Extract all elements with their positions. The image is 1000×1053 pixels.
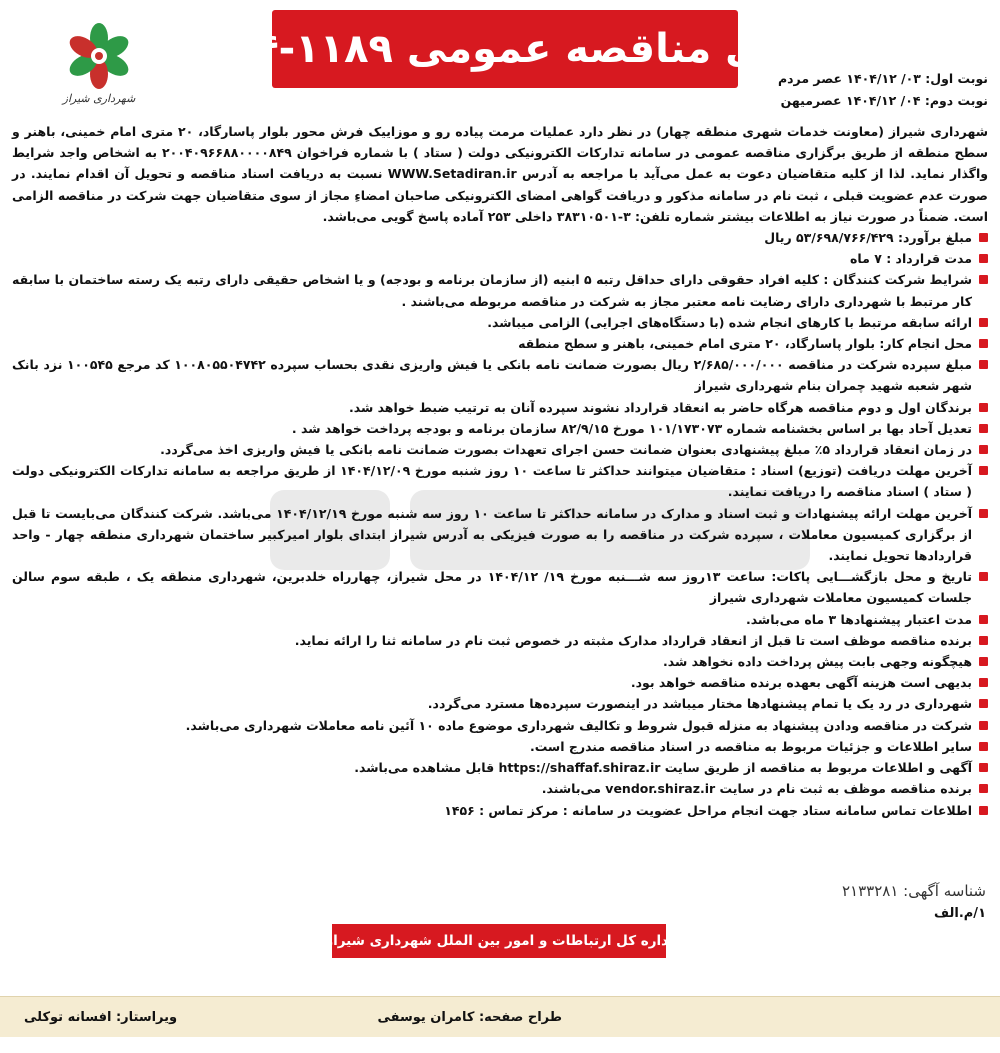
list-item-text: اطلاعات تماس سامانه ستاد جهت انجام مراحل عضویت در سامانه : مرکز تماس : ۱۴۵۶ — [444, 802, 972, 818]
bullet-square-icon — [979, 763, 988, 772]
notice-title: آگهی مناقصه عمومی ۱۱۸۹-۱۴۰۴ — [181, 26, 829, 72]
list-item — [12, 672, 988, 693]
list-item — [12, 269, 988, 311]
bullet-square-icon — [979, 572, 988, 581]
list-item — [12, 800, 988, 821]
list-item — [12, 715, 988, 736]
bullet-square-icon — [979, 403, 988, 412]
list-item — [12, 227, 988, 248]
sign-code: ۱/م.الف — [934, 906, 986, 921]
credits-bar — [0, 996, 1000, 1037]
list-item — [12, 354, 988, 396]
list-item — [12, 609, 988, 630]
bullet-square-icon — [979, 636, 988, 645]
list-item-text: مدت قرارداد : ۷ ماه — [850, 251, 972, 267]
list-item — [12, 248, 988, 269]
list-item-text: شهرداری در رد یک یا تمام پیشنهادها مختار میباشد در اینصورت سپرده‌ها مسترد می‌گردد. — [427, 696, 972, 712]
list-item — [12, 418, 988, 439]
bullet-square-icon — [979, 806, 988, 815]
flower-emblem-icon — [44, 20, 154, 90]
bullet-square-icon — [979, 657, 988, 666]
list-item-text: تاریخ و محل بازگشـــایی پاکات: ساعت ۱۳روز سه شـــنبه مورخ ۱۹/ ۱۴۰۴/۱۲ در محل شیراز، چهارراه خلدبرین، شهرداری منطقه یک ، طبقه سوم سالن جلسات کمیسیون معاملات شهرداری شیراز — [12, 569, 972, 606]
intro-paragraph: شهرداری شیراز (معاونت خدمات شهری منطقه چهار) در نظر دارد عملیات مرمت پیاده رو و موزاییک فرش محور بلوار پاسارگاد، ۲۰ متری امام خمینی، باهنر و سطح منطقه از طریق برگزاری مناقصه عمومی در سامانه تدارکات الکترونیکی دولت ( ستاد ) با شماره فراخوان ۲۰۰۴۰۹۶۶۸۸۰۰۰۰۸۴۹ به اشخاص واجد شرایط واگذار نماید. لذا از کلیه متقاضیان دعوت به عمل می‌آید با مراجعه به آدرس WWW.Setadiran.ir نسبت به دریافت اسناد مناقصه و تحویل آن اقدام نمایند. در صورت عدم عضویت قبلی ، ثبت نام در سامانه مذکور و دریافت گواهی امضای الکترونیکی صاحبان امضاءِ مجاز از سوی متقاضیان جهت شرکت در مناقصه الزامی است. ضمناً در صورت نیاز به اطلاعات بیشتر شماره تلفن: ۳-۳۸۳۱۰۵۰۱ داخلی ۲۵۳ آماده پاسخ گویی می‌باشد. — [12, 124, 989, 224]
list-item — [12, 397, 988, 418]
bullet-square-icon — [979, 424, 988, 433]
title-banner — [181, 10, 829, 88]
bullet-square-icon — [979, 721, 988, 730]
bullet-square-icon — [979, 275, 988, 284]
list-item — [12, 693, 988, 714]
bullet-square-icon — [979, 699, 988, 708]
list-item-text: برندگان اول و دوم مناقصه هرگاه حاضر به انعقاد قرارداد نشوند سپرده آنان به ترتیب ضبط خواهد شد. — [348, 399, 972, 415]
bullet-square-icon — [979, 360, 988, 369]
list-item — [12, 333, 988, 354]
list-item — [12, 566, 988, 608]
list-item-text: شرکت در مناقصه ودادن پیشنهاد به منزله قبول شروط و تکالیف شهرداری موضوع ماده ۱۰ آئین نامه معاملات شهرداری می‌باشد. — [185, 717, 972, 733]
list-item-text: آگهی و اطلاعات مربوط به مناقصه از طریق سایت https://shaffaf.shiraz.ir قابل مشاهده می‌باشد. — [354, 760, 972, 776]
list-item — [12, 439, 988, 460]
list-item-text: شرایط شرکت کنندگان : کلیه افراد حقوقی دارای حداقل رتبه ۵ ابنیه (از سازمان برنامه و بودجه) و یا اشخاص حقیقی دارای رتبه یک رسته ساختمان با سابقه کار مرتبط با شهرداری دارای رضایت نامه معتبر مجاز به شرکت در مناقصه مربوطه می‌باشند . — [12, 272, 972, 309]
list-item-text: هیچگونه وجهی بابت پیش پرداخت داده نخواهد شد. — [663, 654, 972, 670]
list-item — [12, 736, 988, 757]
bullet-square-icon — [979, 615, 988, 624]
bullet-square-icon — [979, 254, 988, 263]
list-item — [12, 651, 988, 672]
list-item-text: مبلغ سپرده شرکت در مناقصه ۲/۶۸۵/۰۰۰/۰۰۰ ریال بصورت ضمانت نامه بانکی یا فیش واریزی نقدی بحساب سپرده ۱۰۰۸۰۵۵۰۴۷۴۲ کد مرجع ۱۰۰۵۴۵ نزد بانک شهر شعبه شهید چمران بنام شهرداری شیراز — [12, 357, 973, 394]
list-item — [12, 503, 988, 567]
issuer-banner — [325, 924, 673, 958]
list-item-text: مدت اعتبار پیشنهادها ۳ ماه می‌باشد. — [745, 611, 972, 627]
bullet-square-icon — [979, 466, 988, 475]
list-item-text: سایر اطلاعات و جزئیات مربوط به مناقصه در اسناد مناقصه مندرج است. — [529, 738, 972, 754]
list-item — [12, 312, 988, 333]
list-item-text: آخرین مهلت ارائه پیشنهادات و ثبت اسناد و مدارک در سامانه حداکثر تا ساعت ۱۰ روز سه شنبه مورخ ۱۴۰۴/۱۲/۱۹ می‌باشد. شرکت کنندگان می‌بایست تا قبل از برگزاری کمیسیون معاملات ، سپرده شرکت در مناقصه را به صورت فیزیکی به آدرس شیراز ابتدای بلوار امیرکبیر ساختمان شهرداری منطقه چهار - واحد قراردادها تحویل نمایند. — [12, 505, 972, 564]
list-item — [12, 757, 988, 778]
bullet-square-icon — [979, 784, 988, 793]
shiraz-municipality-logo — [44, 20, 154, 115]
bullet-square-icon — [979, 445, 988, 454]
bullet-square-icon — [979, 678, 988, 687]
list-item — [12, 778, 988, 799]
list-item — [12, 460, 988, 502]
editor-credit: ویراستار: افسانه توکلی — [24, 1009, 178, 1025]
bullet-square-icon — [979, 509, 988, 518]
page-designer-credit: طراح صفحه: کامران یوسفی — [377, 1009, 562, 1025]
list-item-text: ارائه سابقه مرتبط با کارهای انجام شده (با دستگاه‌های اجرایی) الزامی میباشد. — [487, 314, 972, 330]
bullet-square-icon — [979, 742, 988, 751]
list-item-text: برنده مناقصه موظف به ثبت نام در سایت vendor.shiraz.ir می‌باشند. — [541, 781, 972, 797]
bullet-square-icon — [979, 233, 988, 242]
publication-dates — [748, 68, 988, 112]
list-item-text: آخرین مهلت دریافت (توزیع) اسناد : متقاضیان میتوانند حداکثر تا ساعت ۱۰ روز شنبه مورخ ۱۴۰۴/۱۲/۰۹ از طریق مراجعه به سامانه تدارکات الکترونیکی دولت ( ستاد ) اسناد مناقصه را دریافت نمایند. — [12, 463, 972, 500]
list-item-text: بدیهی است هزینه آگهی بعهده برنده مناقصه خواهد بود. — [630, 675, 972, 691]
second-issue-line: نوبت دوم: ۰۴/ ۱۴۰۴/۱۲ عصرمیهن — [780, 93, 988, 108]
list-item-text: برنده مناقصه موظف است تا قبل از انعقاد قرارداد مدارک مثبته در خصوص ثبت نام در سامانه ثنا را ارائه نماید. — [294, 632, 972, 648]
bullet-square-icon — [979, 339, 988, 348]
list-item-text: تعدیل آحاد بها بر اساس بخشنامه شماره ۱۰۱/۱۷۳۰۷۳ مورخ ۸۲/۹/۱۵ سازمان برنامه و بودجه پرداخت خواهد شد . — [291, 420, 972, 436]
conditions-list — [12, 227, 988, 821]
bullet-square-icon — [979, 318, 988, 327]
list-item — [12, 630, 988, 651]
notice-body — [12, 121, 988, 821]
ad-id: شناسه آگهی: ۲۱۳۳۲۸۱ — [842, 882, 986, 900]
logo-caption: شهرداری شیراز — [62, 92, 136, 105]
list-item-text: در زمان انعقاد قرارداد ۵٪ مبلغ پیشنهادی بعنوان ضمانت حسن اجرای تعهدات بصورت ضمانت نامه بانکی یا فیش واریزی اخذ می‌گردد. — [160, 442, 972, 458]
first-issue-line: نوبت اول: ۰۳/ ۱۴۰۴/۱۲ عصر مردم — [777, 71, 988, 86]
list-item-text: محل انجام کار: بلوار پاسارگاد، ۲۰ متری امام خمینی، باهنر و سطح منطقه — [518, 336, 972, 352]
issuer-name: اداره کل ارتباطات و امور بین الملل شهرداری شیراز — [325, 933, 673, 949]
list-item-text: مبلغ برآورد: ۵۳/۶۹۸/۷۶۶/۴۲۹ ریال — [764, 230, 972, 246]
